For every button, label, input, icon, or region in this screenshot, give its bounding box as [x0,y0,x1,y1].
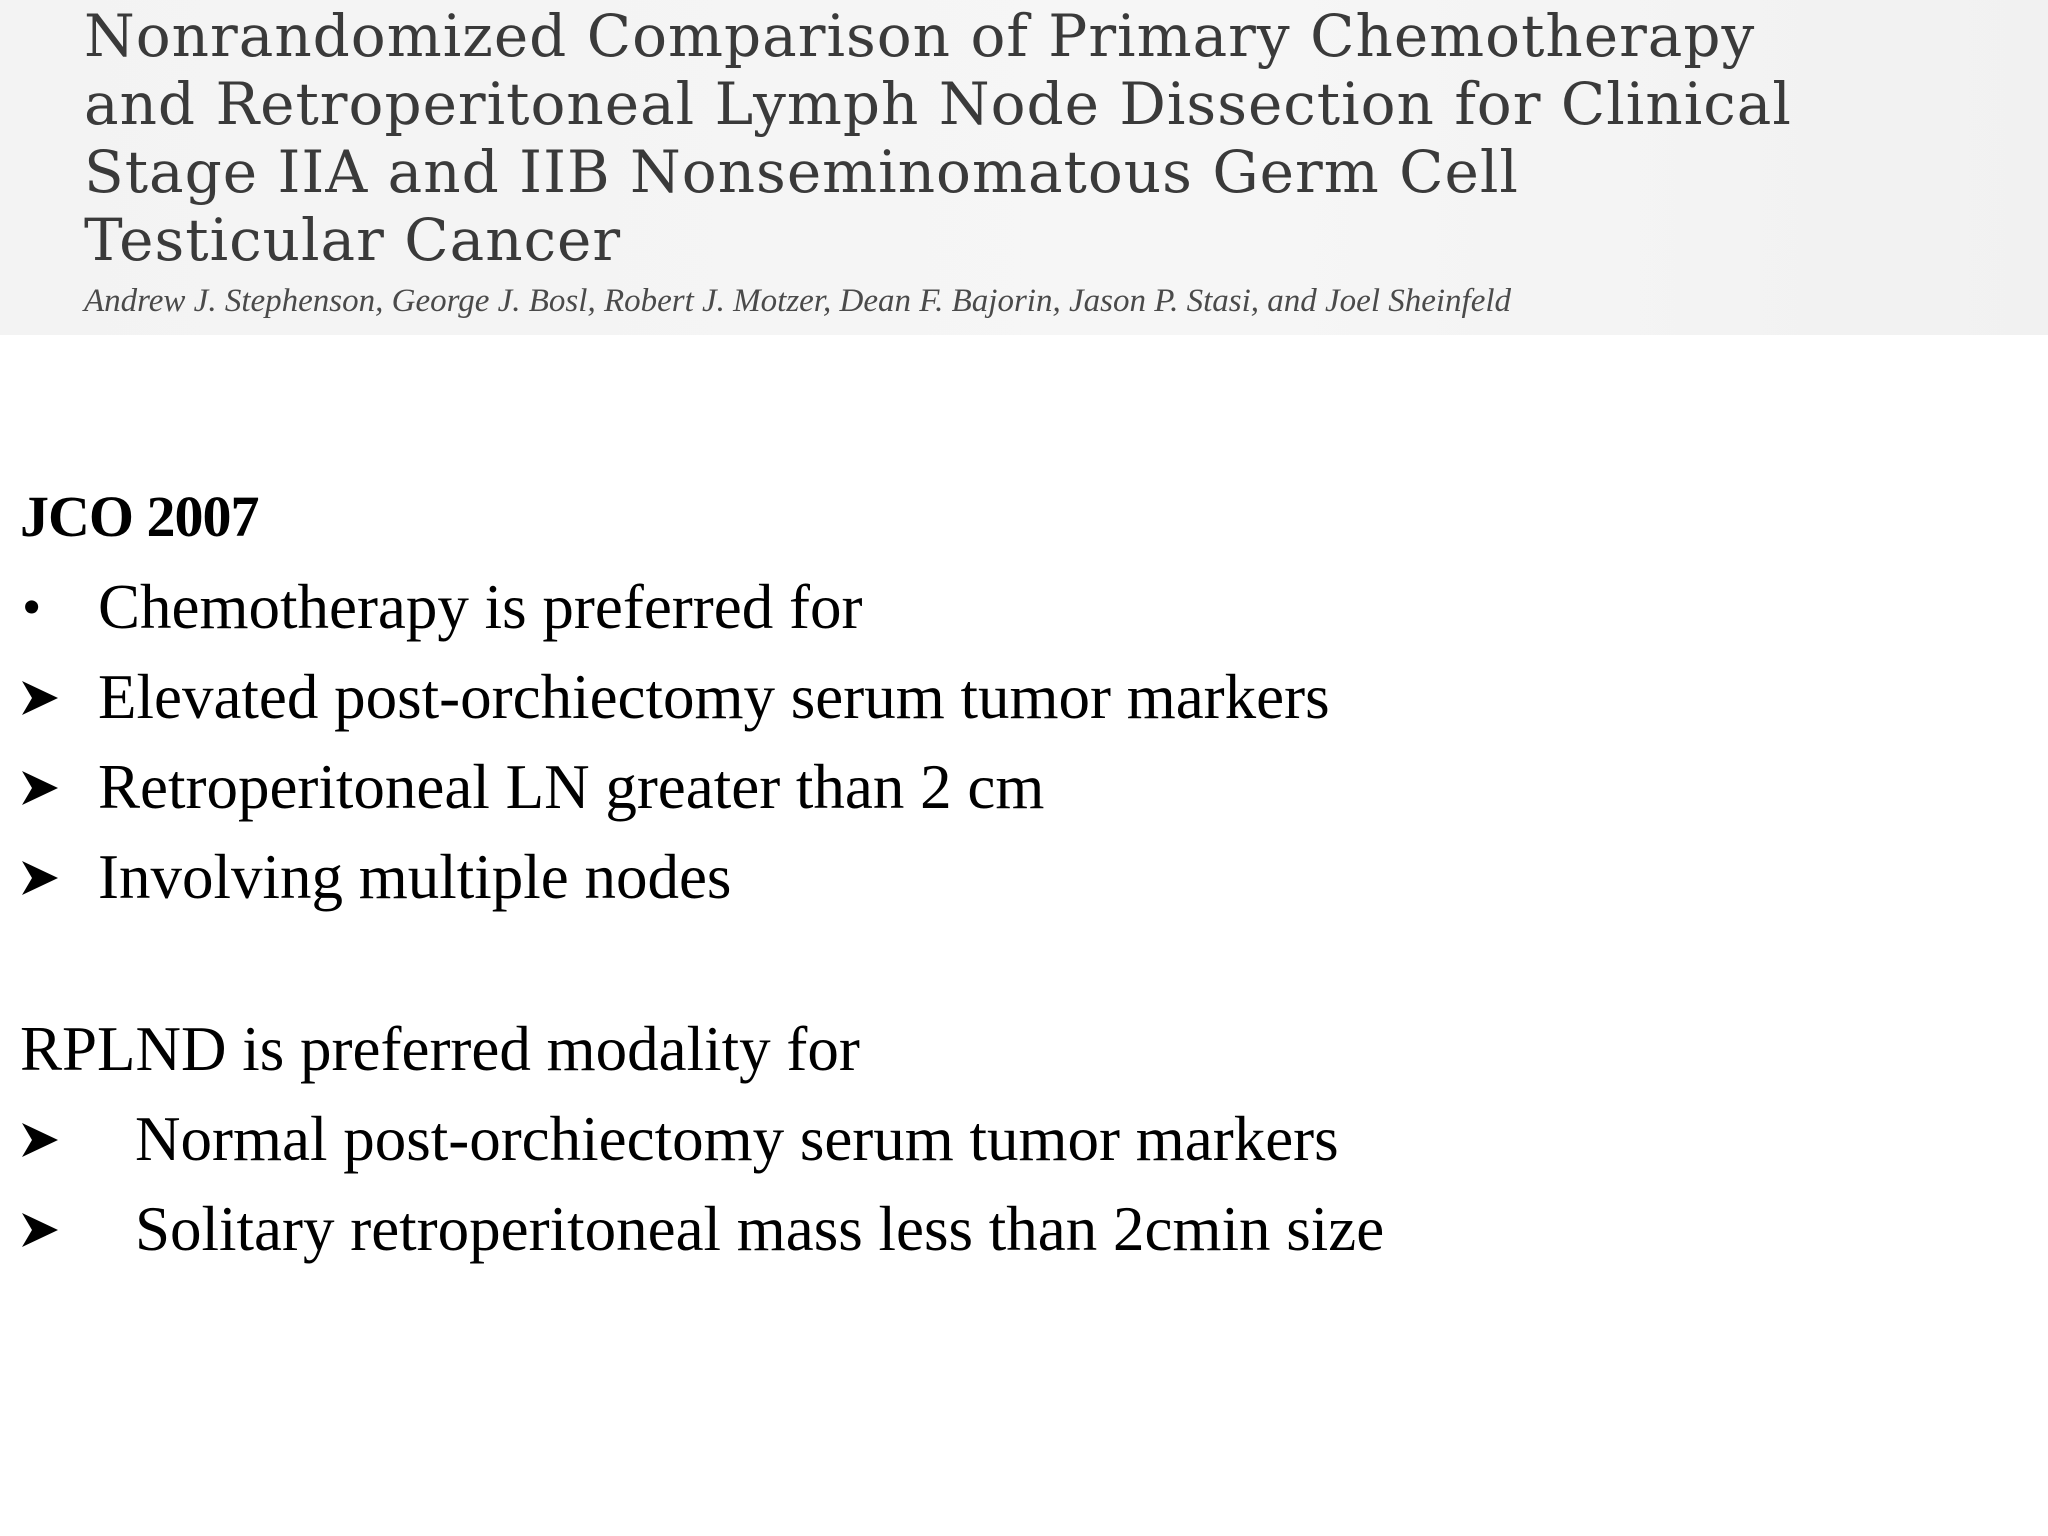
article-title [84,2,2024,274]
chemo-heading-item [20,562,1384,652]
chemo-item-text: Involving multiple nodes [98,842,732,912]
arrow-bullet-icon [20,1121,60,1159]
chemo-list-item [20,832,1384,922]
rplnd-list-item [20,1094,1384,1184]
rplnd-item-text: Solitary retroperitoneal mass less than 2cmin size [135,1194,1385,1264]
rplnd-heading: RPLND is preferred modality for [20,1014,860,1084]
chemo-list-item [20,652,1384,742]
chemo-item-text: Retroperitoneal LN greater than 2 cm [98,752,1045,822]
chemo-heading: Chemotherapy is preferred for [98,572,863,642]
bullet-icon: • [22,576,42,637]
article-header-image [0,0,2048,335]
arrow-bullet-icon [20,679,60,717]
arrow-bullet-icon [20,769,60,807]
article-title-line: Testicular Cancer [84,206,622,274]
arrow-bullet-icon [20,1211,60,1249]
rplnd-list-item [20,1184,1384,1274]
article-title-line: Stage IIA and IIB Nonseminomatous Germ Cell [84,138,1519,206]
rplnd-item-text: Normal post-orchiectomy serum tumor markers [135,1104,1339,1174]
section-spacer [20,922,1384,1004]
chemo-item-text: Elevated post-orchiectomy serum tumor markers [98,662,1330,732]
arrow-bullet-icon [20,859,60,897]
article-authors: Andrew J. Stephenson, George J. Bosl, Robert J. Motzer, Dean F. Bajorin, Jason P. Stasi, and Joel Sheinfeld [84,283,1512,319]
article-title-line: and Retroperitoneal Lymph Node Dissection for Clinical [84,70,1792,138]
slide-content [20,472,1384,1274]
article-title-line: Nonrandomized Comparison of Primary Chemotherapy [84,2,1756,70]
chemo-list-item [20,742,1384,832]
journal-citation: JCO 2007 [20,484,259,549]
